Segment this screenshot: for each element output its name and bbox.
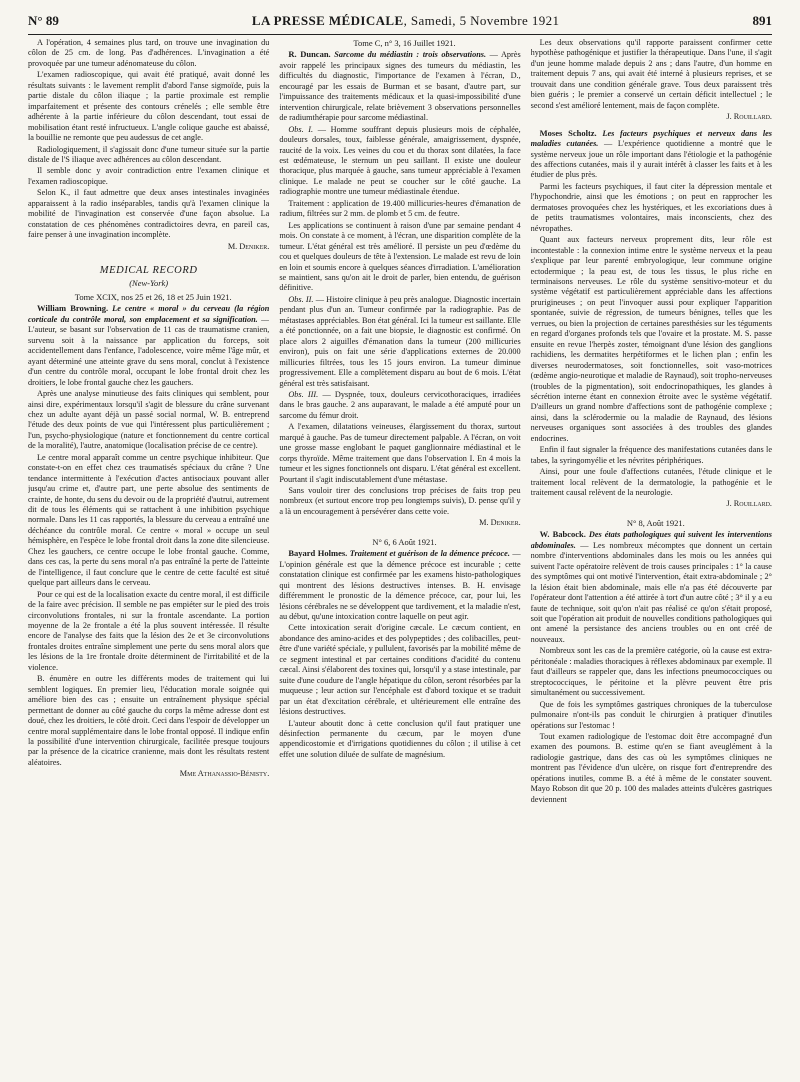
article	[28, 303, 269, 388]
paragraph: Parmi les facteurs psychiques, il faut citer la dépression mentale et l'hypochondrie, ainsi que les émotions ; on peut en rapprocher les dermatoses provoquées chez les hystériques, et les excoriations dues à de petits traumatismes volontaires, mais inconscients, chez des névropathes.	[530, 181, 772, 233]
page-number-left: N° 89	[28, 13, 59, 28]
article-author: R. Duncan.	[288, 49, 331, 60]
signature: Mme Athanassio-Bénisty.	[179, 769, 270, 779]
paragraph: Sans vouloir tirer des conclusions trop précises de faits trop peu nombreux (et surtout encore trop peu longtemps suivis), D. pense qu'il y a là un encouragement à persévérer dans cette voie.	[279, 486, 521, 516]
column-2	[279, 38, 520, 1074]
article-title: Les facteurs psychiques et nerveux dans les maladies cutanées.	[530, 128, 772, 149]
section-subtitle: (New-York)	[129, 277, 169, 288]
paragraph: Après une analyse minutieuse des faits cliniques qui semblent, pour ainsi dire, expérimentaux lorsqu'il s'agit de blessure du crâne survenant chez un adulte ayant déjà un passé social normal, W. B. entreprend l'étude des deux points de vue qui l'intéressent plus particulièrement ; l'un, psycho-physiologique (nature et fonctionnement du centre cortical de la moralité), l'autre, anatomique (localisation précise de ce centre).	[28, 389, 270, 451]
paragraph: Quant aux facteurs nerveux proprement dits, leur rôle est incontestable : la connexion intime entre le système nerveux et la peau s'explique par leur parenté embryologique, leur commune origine ectodermique ; la peau est, de tous les tissus, le plus riche en terminaisons nerveuses. Le rôle du système sensitivo-moteur et du système végétatif est particulièrement appréciable dans les affections prurigineuses ; on peut l'invoquer aussi pour expliquer l'apparition spontanée, suivie de régression, de tumeurs bénignes, telles que les verrues, ou bien la projection de certaines paresthésies sur les téguments en regard d'organes profonds tels que l'ovaire et la prostate. M. S. passe ensuite en revue l'herpès zoster, témoignant d'une lésion des ganglions rachidiens, les dermatites herpétiformes et le lichen plan ; enfin les diverses neurodermatoses, soit fonctionnelles, soit vaso-motrices (œdème angio-neurotique et maladie de Raynaud), soit tropho-nerveuses (troubles de la pigmentation), soit endocrinopathiques, les glandes à sécrétion interne étant en connexion étroite avec le système végétatif. D'ailleurs un grand nombre d'affections sont de pathogénie complexe ; ainsi, dans la sclérodermie ou la maladie de Raynaud, des lésions nerveuses organiques sont associées à des troubles des glandes endocrines.	[530, 235, 772, 443]
paragraph: Ainsi, pour une foule d'affections cutanées, l'étude clinique et le traitement local relèvent de la dermatologie, la pathogénie et le traitement causal relèvent de la neurologie.	[530, 467, 772, 498]
article-text: — L'opinion générale est que la démence précoce est incurable ; cette constatation clinique est confirmée par les examens histo-pathologiques qui montrent des lésions destructives intenses. B. H. envisage différemment le pronostic de la démence précoce, car, pour lui, les lésions cérébrales ne se développent que tardivement, et la maladie n'est, au début, qu'une intoxication contre laquelle on peut agir.	[279, 549, 521, 622]
article-title: Des états pathologiques qui suivent les interventions abdominales.	[530, 530, 772, 550]
article-text: — L'expérience quotidienne a montré que le système nerveux joue un rôle important dans l'étiologie et la pathogénie des affections cutanées, mais il y aurait intérêt à classer les faits et à les étudier de plus près.	[530, 139, 772, 180]
paragraph: Traitement : application de 19.400 millicuries-heures d'émanation de radium, filtrées sur 2 mm. de plomb et 5 cm. de feutre.	[279, 198, 521, 219]
article	[279, 548, 520, 622]
article	[279, 49, 520, 123]
column-1	[28, 38, 269, 1074]
observation	[279, 125, 520, 198]
observation	[279, 390, 520, 421]
paragraph: Tout examen radiologique de l'estomac doit être accompagné d'un examen des poumons. B. estime qu'en se fiant aveuglément à la radiologie gastrique, dans des cas où les symptômes cliniques ne montrent pas l'évidence d'un ulcère, on risque fort d'entreprendre des opérations inutiles, comme B. a été à même de le constater souvent. Mayo Robson dit que 20 p. 100 des malades atteints d'ulcères gastriques deviennent	[530, 732, 772, 804]
paragraph: A l'examen, dilatations veineuses, élargissement du thorax, surtout marqué à gauche. Pas de tumeur directement palpable. A l'écran, on voit une grosse masse englobant le paquet ganglionnaire médiastinal et le corps thyroïde. Même traitement que dans l'observation I. En 4 mois la tumeur et les signes fonctionnels ont disparu. L'état général est excellent. Pourtant il s'agit indiscutablement d'une métastase.	[279, 422, 521, 484]
paragraph: Radiologiquement, il s'agissait donc d'une tumeur située sur la partie distale de l'S iliaque avec adhérences au côlon descendant.	[28, 144, 270, 164]
article	[531, 128, 772, 181]
observation-text: — Homme souffrant depuis plusieurs mois de céphalée, douleurs dorsales, toux, faiblesse générale, amaigrissement, dyspnée, raucité de la voix. Les veines du cou et du thorax sont dilatées, la face est œdémateuse, le sternum un peu saillant. Il existe une douleur thoracique, plus marquée à gauche, sans tumeur appréciable à l'examen clinique. Le malade ne peut se coucher sur le côté gauche. La radiographie montre une tumeur médiastinale étendue.	[279, 124, 521, 197]
signature: J. Rouillard.	[726, 112, 772, 122]
issue-reference: N° 6, 6 Août 1921.	[372, 536, 437, 547]
page-number-right: 891	[752, 13, 772, 28]
observation-text: — Histoire clinique à peu près analogue. Diagnostic incertain pendant plus d'un an. Tumeur confirmée par la radiographie. Pas de métastases appréciables. Bon état général. Ici la tumeur est saillante. Elle a été ponctionnée, on a fait une biopsie, le diagnostic est confirmé. On place alors 2 aiguilles d'émanation dans la tumeur (200 millicuries environ), puis on fait une série d'applications externes de 20.000 millicuries filtrées, tous les 15 jours environ. La tumeur diminue progressivement. Elle a complètement disparu au bout de 6 mois. L'état général est très satisfaisant.	[279, 294, 521, 388]
signature: J. Rouillard.	[726, 499, 772, 509]
column-3	[531, 38, 772, 1074]
paragraph: Pour ce qui est de la localisation exacte du centre moral, il est difficile de la faire avec précision. Il semble ne pas empiéter sur le pied des trois circonvolutions frontales, ni sur la frontale ascendante. La portion moyenne de la 2e frontale a été la plus souvent intéressée. Il résulte encore de l'analyse des faits que la lésion des 2e et 3e circonvolutions frontales droites entraîne simplement une perte du sens moral alors que les lésions de la 1re frontale droite déterminent de l'irritabilité et de la violence.	[28, 589, 270, 672]
article	[531, 529, 772, 645]
issue-date: , Samedi, 5 Novembre 1921	[403, 13, 560, 28]
issue-reference: N° 8, Août 1921.	[626, 517, 685, 528]
paragraph: B. énumère en outre les différents modes de traitement qui lui semblent logiques. En premier lieu, l'éducation morale soignée qui améliore bien des cas ; ensuite un entraînement physique spécial permettant de donner au côté gauche du corps la même adresse dont est doué, chez les droitiers, le côté droit. Ceci dans l'espoir de développer un centre moral supplémentaire dans le lobe frontal opposé. Il indique enfin la possibilité d'une intervention chirurgicale, facilitée presque toujours par la présence de la cicatrice cranienne, mais dont les résultats restent aléatoires.	[28, 674, 270, 767]
journal-title	[252, 13, 560, 29]
article-title: Traitement et guérison de la démence précoce.	[347, 549, 510, 559]
article-author: William Browning.	[37, 303, 109, 314]
paragraph: Les deux observations qu'il rapporte paraissent confirmer cette hypothèse pathogénique et justifier la thérapeutique. Dans l'une, il s'agit d'un jeune homme malade depuis 2 ans ; dans l'autre, d'un homme en traitement depuis 7 ans, qui avait été interné à plusieurs reprises, et se trouvait dans une condition générale grave. Tous deux paraissent très bien guéris ; le premier a conservé un certain déficit intellectuel ; le second s'est amélioré lentement, mais de façon complète.	[530, 38, 772, 110]
observation-label: Obs. III.	[288, 389, 319, 399]
observation-label: Obs. I.	[288, 124, 314, 134]
article-text: — Les nombreux mécomptes que donnent un certain nombre d'interventions abdominales dans les mois ou les années qui suivent l'acte opératoire relèvent de trois causes principales : 1° la cause des symptômes qui ont motivé l'intervention, était extra-abdominale ; 2° la lésion était bien abdominale, mais elle n'a pas été découverte par l'opérateur dont l'attention a été attirée à tort d'un autre côté ; 3° il y a eu faute de technique, soit qu'on n'ait pas réalisé ce qu'on s'était proposé, soit que l'opération ait produit de nouvelles conditions pathologiques qui ont amené la persistance des anciens troubles ou en ont créé de nouveaux.	[530, 540, 772, 644]
article-title: Sarcome du médiastin : trois observations.	[330, 50, 487, 60]
signature: M. Deniker.	[227, 241, 270, 251]
page-header	[28, 8, 772, 35]
paragraph: Nombreux sont les cas de la première catégorie, où la cause est extra-péritonéale : maladies thoraciques à réflexes abdominaux par exemple. Il faut d'ailleurs se rappeler que, dans les infections pneumococciques ou streptococciques, le péritoine et la plèvre peuvent être pris simultanément ou successivement.	[530, 646, 772, 698]
paragraph: Il semble donc y avoir contradiction entre l'examen clinique et l'examen radioscopique.	[28, 166, 270, 186]
paragraph: L'auteur aboutit donc à cette conclusion qu'il faut pratiquer une désinfection permanente du cæcum, par le moyen d'une appendicostomie et d'irrigations quotidiennes du côlon ; il utilise à cet effet une solution diluée de sulfate de magnésium.	[279, 718, 521, 759]
observation-text: — Dyspnée, toux, douleurs cervicothoraciques, irradiées dans le bras gauche. 2 ans auparavant, le malade a été amputé pour un sarcome du fémur droit.	[279, 389, 521, 420]
text-columns	[28, 38, 772, 1074]
article-author: Moses Scholtz.	[539, 127, 597, 138]
issue-reference: Tome XCIX, nos 25 et 26, 18 et 25 Juin 1921.	[74, 291, 232, 302]
paragraph: Enfin il faut signaler la fréquence des manifestations cutanées dans le tabes, la syringomyélie et les névrites périphériques.	[530, 445, 772, 465]
observation-label: Obs. II.	[288, 294, 314, 304]
article-author: W. Babcock.	[539, 529, 586, 540]
paragraph: A l'opération, 4 semaines plus tard, on trouve une invagination du côlon de 25 cm. de long. Pas d'adhérences. L'invagination a été provoquée par une tumeur adénomateuse du côlon.	[28, 38, 270, 68]
article-title: Le centre « moral » du cerveau (la région corticale du contrôle moral, son emplacement et sa signification.	[28, 304, 270, 324]
article-text: — Après avoir rappelé les principaux signes des tumeurs du médiastin, les difficultés du diagnostic, l'importance de l'examen à l'écran, D., encouragé par les essais de Burman et se basant, d'autre part, sur l'impuissance des traitements médicaux et la quasi-impossibilité d'une intervention chirurgicale, relate brièvement 3 observations personnelles de radiumthérapie pour sarcome médiastinal.	[279, 50, 521, 123]
paragraph: Les applications se continuent à raison d'une par semaine pendant 4 mois. On constate à ce moment, à l'écran, une disparition complète de la tumeur. L'état général est très amélioré. Il persiste un peu d'œdème du cou et quelques douleurs de tête à l'extension. Le malade est revu de loin en loin et soumis encore à quelques séances d'irradiation. L'amélioration se maintient, sans qu'on ait le droit de parler, bien entendu, de guérison définitive.	[279, 220, 521, 293]
observation	[279, 295, 520, 389]
issue-reference: Tome C, n° 3, 16 Juillet 1921.	[353, 38, 456, 48]
paragraph: L'examen radioscopique, qui avait été pratiqué, avait donné les résultats suivants : le lavement remplit d'abord l'anse sigmoïde, puis la partie distale du côlon iliaque ; la partie proximale est remplie imparfaitement et présente des contours crénelés ; elle semble être adhérente à la partie inférieure du côlon descendant, tout essai de mobilisation étant resté infructueux. L'angle colique gauche est abaissé, la bouillie ne remonte que peu audessus de cet angle.	[28, 70, 270, 143]
journal-name: LA PRESSE MÉDICALE	[251, 13, 404, 28]
paragraph: Selon K., il faut admettre que deux anses intestinales invaginées apparaissent à la radio inséparables, tandis qu'à l'examen clinique la mobilité de l'invagination est conservée d'une façon absolue. La constatation de ces phénomènes contradictoires devra, en pareil cas, faire penser à une invagination incomplète.	[28, 188, 270, 240]
signature: M. Deniker.	[479, 518, 521, 528]
paragraph: Cette intoxication serait d'origine cæcale. Le cæcum contient, en abondance des amino-acides et des polypeptides ; des colibacilles, peut-être d'une variété spéciale, y pullulent, favorisés par la mobilité même de ce segment intestinal et par certaines conditions d'acidité du contenu cæcal. Ainsi s'élaborent des toxines qui, lorsqu'il y a stase intestinale, par suite d'une coudure de l'angle hépatique du côlon, seront résorbées par la muqueuse ; leur action sur l'encéphale est d'abord toxique et se traduit par un état d'excitation cérébrale, et ultérieurement elle entraîne des lésions destructives.	[279, 623, 521, 717]
paragraph: Que de fois les symptômes gastriques chroniques de la tuberculose pulmonaire n'ont-ils pas conduit le chirurgien à pratiquer d'inutiles opérations sur l'estomac !	[530, 699, 772, 730]
article-text: — L'auteur, se basant sur l'observation de 11 cas de traumatisme cranien, survenu soit à la naissance par application du forceps, soit accidentellement dans l'enfance, l'adolescence, voire même l'âge mûr, et ayant déterminé une atteinte grave du sens moral, conclut à l'existence d'un centre du contrôle moral, occupant le lobe frontal droit chez les droitiers, le lobe frontal gauche chez les gauchers.	[28, 314, 270, 387]
article-author: Bayard Holmes.	[288, 548, 348, 559]
section-title: MEDICAL RECORD	[99, 265, 198, 277]
paragraph: Le centre moral apparaît comme un centre psychique inhibiteur. Que constate-t-on en effet chez ces traumatisés spéciaux du crâne ? Une tendance intermittente à l'exécution d'actes antisociaux pouvant aller jusqu'au crime et, d'autre part, une perte absolue des sentiments de crainte, de honte, du sens du devoir ou de la propriété d'autrui, autrement dit de tous les éléments qui se rattachent à une inhibition psychique normale. Dans les 11 cas rapportés, la blessure du cerveau a entraîné une déchéance du contrôle moral. Ce centre « moral » occupe un seul hémisphère, en l'espèce le lobe frontal droit dans la zone dite silencieuse. Chez les gauchers, ce centre occupe le lobe frontal gauche. Comme, dans ces cas, la perte du sens moral n'a pas entraîné la perte de l'atteinte de l'intelligence, il faut conclure que le centre de cette faculté est situé quelque part ailleurs dans le cerveau.	[28, 452, 270, 588]
